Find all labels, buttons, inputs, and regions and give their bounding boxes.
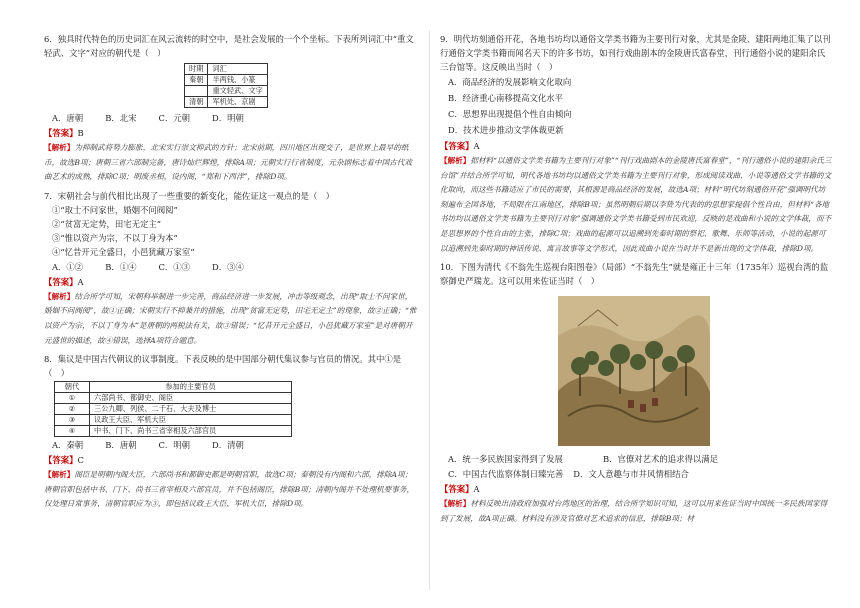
option-d[interactable]: D．技术进步推动文学体裁更新 (448, 125, 564, 135)
question-9-stem: 9．明代坊刻通俗开花，各地书坊均以通俗文学类书籍为主要刊行对象，尤其是金陵、建阳两地汇集了以刊行通俗文学类书籍而闻名天下的许多书坊，如刊行戏曲剧本的金陵唐氏富春堂，刊行通俗小说的建阳余氏三台馆等。这反映出当时（ ） (440, 34, 831, 72)
option-d[interactable]: D．清朝 (212, 440, 244, 451)
answer-value: B (77, 128, 84, 138)
question-6-stem: 6．独具时代特色的历史词汇在风云流转的时空中，是社会发展的一个个坐标。下表所列词汇中“重文轻武、文字”对应的朝代是（ ） (44, 34, 414, 58)
question-10-options-row-1 (448, 452, 832, 466)
question-6-table (184, 63, 268, 108)
question-9-options (440, 74, 832, 138)
explanation-label: 【解析】 (44, 291, 75, 301)
table-row (55, 426, 292, 437)
table-cell: 清朝 (185, 97, 208, 108)
table-row (185, 64, 268, 75)
list-item: ④“忆昔开元全盛日，小邑犹藏万家室” (52, 246, 195, 257)
option-a[interactable]: A．统一多民族国家得到了发展 (448, 454, 563, 465)
answer-label: 【答案】 (440, 141, 474, 151)
table-cell: 朝代 (55, 382, 90, 393)
option-b[interactable]: B．经济重心南移提高文化水平 (448, 93, 564, 103)
question-6-answer (44, 126, 419, 140)
table-cell: ④ (55, 426, 90, 437)
option-a[interactable]: A．①② (52, 261, 84, 272)
answer-value: A (473, 484, 480, 495)
question-6-options (52, 111, 419, 125)
question-8-answer (44, 453, 419, 467)
table-cell: 时期 (185, 64, 208, 75)
answer-label: 【答案】 (44, 128, 78, 138)
explanation-label: 【解析】 (44, 470, 75, 480)
column-divider (429, 30, 430, 590)
answer-value: A (473, 141, 480, 151)
left-column (44, 32, 419, 516)
table-cell: 词汇 (208, 64, 268, 75)
landscape-painting-icon (558, 296, 710, 446)
explanation-text: 据材料“以通俗文学类书籍为主要刊行对象”“刊行戏曲剧本的金陵唐氏富春堂”，“刊行通俗小说的建阳余氏三台馆”并结合所学可知，明代各地书坊均以通俗文学类书籍为主要刊行对象，形成阅读戏曲、小说等通俗文学书籍的文化取向，而这些书籍适应了市民的需要，其根源是商品经济的发展，故选A项；材料“明代坊刻通俗开花”强调明代坊刻遍布全国各地，不局限在江南地区，排除B项；虽然明朝后期以李贽为代表的的思想家提倡个性自由，但材料“各地书坊均以通俗文学类书籍为主要刊行对象”强调通俗文学类书籍受到市民欢迎，反映的是戏曲和小说的文学体裁，而不是思想界的个性自由的主张，排除C项；戏曲的起源可以追溯到先秦时期的祭祀、歌舞、乐师等活动，小说的起源可以追溯到先秦时期的神话传说、寓言故事等文学形式，因此戏曲小说在当时并不是新出现的文学体裁，排除D项。 (440, 156, 832, 253)
table-cell: ② (55, 404, 90, 415)
question-8-options (52, 438, 419, 452)
question-10-options-row-2 (448, 467, 832, 481)
table-row (185, 97, 268, 108)
table-cell: ③ (55, 415, 90, 426)
right-column (440, 32, 832, 530)
table-row (55, 415, 292, 426)
explanation-label: 【解析】 (440, 156, 471, 165)
list-item: ③“惟以资产为宗，不以丁身为本” (52, 232, 178, 243)
option-c[interactable]: C．元朝 (158, 113, 191, 123)
table-cell (185, 86, 208, 97)
question-8-table (54, 381, 292, 437)
answer-value: C (77, 455, 84, 466)
explanation-text: 为抑制武将势力膨胀，北宋实行崇文抑武的方针；北宋前期，四川地区出现交子，是世界上最早的纸币，故选B项；唐朝三省六部制完备，唐诗灿烂辉煌，排除A项；元朝实行行省制度，元杂剧标志着中国古代戏曲艺术的成熟，排除C项；明废丞相，设内阁，“郑和下西洋”，排除D项。 (44, 143, 412, 182)
explanation-label: 【解析】 (440, 499, 471, 509)
table-cell: 六部尚书、都御史、阁臣 (90, 393, 292, 404)
table-row (55, 393, 292, 404)
option-d[interactable]: D．明朝 (212, 113, 244, 123)
answer-label: 【答案】 (44, 276, 78, 287)
question-10-stem: 10．下图为清代《不翁先生巡视台阳图卷》（局部）“不翁先生”就是雍正十三年（1735年）巡视台湾的监察御史严瑞龙。这可以用来佐证当时（ ） (440, 262, 829, 287)
table-cell: 重文轻武、文字 (208, 86, 268, 97)
option-d[interactable]: D．文人意趣与市井风情相结合 (573, 469, 689, 480)
option-c[interactable]: C．思想界出现提倡个性自由倾向 (448, 109, 572, 119)
option-a[interactable]: A．商品经济的发展影响文化取向 (448, 77, 572, 87)
question-7-answer (44, 275, 419, 289)
question-6-explanation (44, 141, 419, 185)
table-cell: 秦朝 (185, 75, 208, 86)
question-10-answer (440, 482, 832, 496)
option-b[interactable]: B．官僚对艺术的追求得以满足 (602, 454, 718, 465)
option-d[interactable]: D．③④ (212, 261, 244, 272)
explanation-label: 【解析】 (44, 143, 75, 152)
question-7-items (52, 203, 419, 259)
answer-value: A (77, 276, 84, 287)
question-9-explanation (440, 154, 832, 256)
option-b[interactable]: B．北宋 (105, 113, 137, 123)
scroll-painting-image (558, 296, 710, 446)
question-10-explanation (440, 497, 832, 526)
table-cell: 中书、门下、尚书三省宰相及六部官员 (90, 426, 292, 437)
option-a[interactable]: A．秦朝 (52, 440, 84, 451)
question-8-stem: 8．集议是中国古代朝议的议事制度。下表反映的是中国部分朝代集议参与官员的情况。其中①是（ ） (44, 354, 402, 379)
table-cell: 军机处、京剧 (208, 97, 268, 108)
list-item: ①“取士不问家世，婚姻不问阀阅” (52, 204, 178, 215)
question-7-stem: 7．宋朝社会与前代相比出现了一些重要的新变化，能佐证这一观点的是（ ） (44, 190, 335, 201)
table-row (55, 404, 292, 415)
table-cell: 议政王大臣、军机大臣 (90, 415, 292, 426)
option-c[interactable]: C．①③ (158, 261, 191, 272)
table-cell: 三公九卿、列侯、二千石、大夫及博士 (90, 404, 292, 415)
question-7-explanation (44, 290, 419, 348)
option-c[interactable]: C．中国古代监察体制日臻完善 (448, 469, 564, 480)
explanation-text: 阁臣是明朝内阁大臣，六部尚书和都御史都是明朝官职，故选C项；秦朝没有内阁和六部，排除A项；唐朝官职包括中书、门下、尚书三省宰相及六部官员，并不包括阁臣，排除B项；清朝内阁并不处理机要事务，仅处理日常事务，清朝官职应为③，即包括议政王大臣、军机大臣，排除D项。 (44, 470, 415, 509)
question-7-options (52, 260, 419, 274)
question-8-explanation (44, 468, 419, 512)
option-b[interactable]: B．①④ (105, 261, 137, 272)
answer-label: 【答案】 (440, 484, 474, 495)
answer-label: 【答案】 (44, 455, 78, 466)
option-c[interactable]: C．明朝 (158, 440, 191, 451)
table-row (185, 75, 268, 86)
question-9-answer (440, 139, 832, 153)
table-cell: 参加的主要官员 (90, 382, 292, 393)
table-cell: 半两钱、小篆 (208, 75, 268, 86)
option-a[interactable]: A．唐朝 (52, 113, 84, 123)
table-row (55, 382, 292, 393)
list-item: ②“贫富无定势，田宅无定主” (52, 218, 162, 229)
table-cell: ① (55, 393, 90, 404)
explanation-text: 结合所学可知，宋朝科举制进一步完善，商品经济进一步发展，冲击等级观念，出现“取士不问家世，婚姻不问阀阅”，故①正确；宋朝实行不抑兼并的措施，出现“贫富无定势，田宅无定主”的现象，故②正确；“惟以资产为宗，不以丁身为本”是唐朝的两税法有关，故③错误；“忆昔开元全盛日，小邑犹藏万家室”是对唐朝开元盛世的描述，故④错误，选择A项符合题意。 (44, 291, 417, 345)
option-b[interactable]: B．唐朝 (105, 440, 137, 451)
table-row (185, 86, 268, 97)
explanation-text: 材料反映出清政府加强对台湾地区的治理，结合所学知识可知，这可以用来佐证当时中国统一多民族国家得到了发展，故A项正确。材料没有涉及官僚对艺术追求的信息，排除B项；材 (440, 499, 828, 523)
